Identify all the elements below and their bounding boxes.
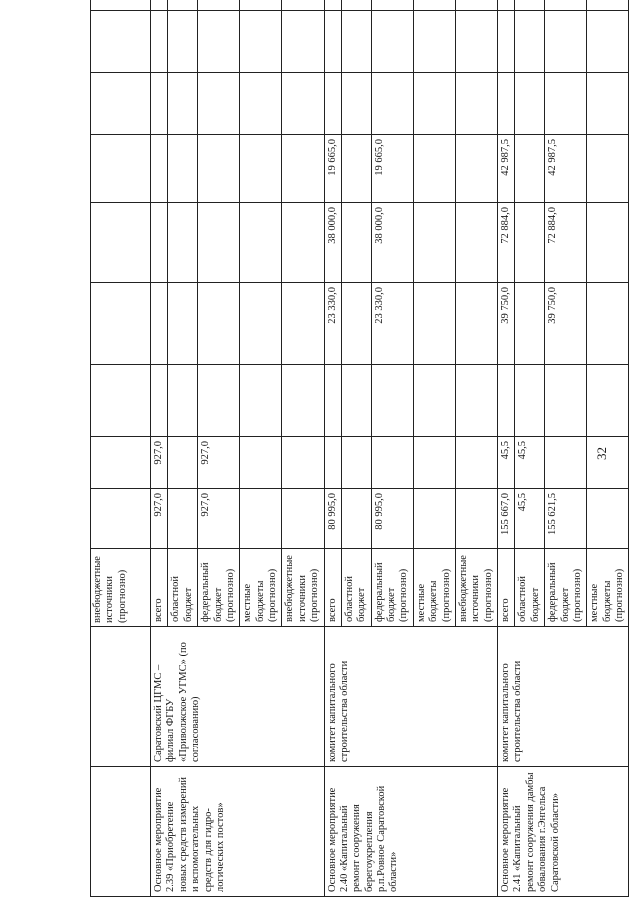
- value-cell: 927,0: [198, 437, 240, 489]
- source-label: внебюджетные источники (прогнозно): [92, 556, 128, 623]
- value-cell: 80 995,0: [324, 489, 341, 549]
- source-label: областной бюджет: [515, 549, 545, 627]
- value-cell: 72 884,0: [545, 203, 587, 283]
- source-label: федеральный бюджет (прогнозно): [545, 549, 587, 627]
- source-label: всего: [324, 549, 341, 627]
- executor: Саратовский ЦГМС – филиал ФГБУ «Приволжское УГМС» (по согласованию): [151, 627, 325, 767]
- measure-name: Основное мероприятие 2.40 «Капитальный ремонт сооружения берегоукрепления р.п.Ровное Саратовской области»: [324, 767, 498, 897]
- source-label: всего: [498, 549, 515, 627]
- value-cell: 23 330,0: [324, 283, 341, 365]
- table-row: [91, 0, 151, 897]
- value-cell: 80 995,0: [371, 489, 413, 549]
- value-cell: 38 000,0: [371, 203, 413, 283]
- value-cell: 23 330,0: [371, 283, 413, 365]
- table-row: [498, 0, 515, 897]
- source-label: местные бюджеты (прогнозно): [587, 549, 629, 627]
- executor: комитет капитального строительства области: [498, 627, 629, 767]
- value-cell: 42 987,5: [545, 135, 587, 203]
- table-row: [151, 0, 168, 897]
- value-cell: 45,5: [515, 437, 545, 489]
- value-cell: 19 665,0: [371, 135, 413, 203]
- source-label: областной бюджет: [168, 549, 198, 627]
- funding-table: [90, 0, 629, 897]
- value-cell: 38 000,0: [324, 203, 341, 283]
- value-cell: 39 750,0: [545, 283, 587, 365]
- value-cell: 45,5: [498, 437, 515, 489]
- source-label: внебюджетные источники (прогнозно): [282, 549, 324, 627]
- value-cell: 19 665,0: [324, 135, 341, 203]
- source-label: всего: [151, 549, 168, 627]
- value-cell: 927,0: [151, 437, 168, 489]
- source-label: областной бюджет: [341, 549, 371, 627]
- source-label: федеральный бюджет (прогнозно): [371, 549, 413, 627]
- executor: комитет капитального строительства области: [324, 627, 498, 767]
- value-cell: 927,0: [151, 489, 168, 549]
- measure-name: Основное мероприятие 2.39 «Приобретение новых средств измерений и вспомогательных средств для гидро-логических постов»: [151, 767, 325, 897]
- value-cell: 72 884,0: [498, 203, 515, 283]
- value-cell: 42 987,5: [498, 135, 515, 203]
- source-label: местные бюджеты (прогнозно): [240, 549, 282, 627]
- source-label: внебюджетные источники (прогнозно): [455, 549, 497, 627]
- page-number: 32: [594, 447, 609, 460]
- value-cell: 39 750,0: [498, 283, 515, 365]
- table-row: [324, 0, 341, 897]
- value-cell: 45,5: [515, 489, 545, 549]
- measure-name: Основное мероприятие 2.41 «Капитальный ремонт сооружения дамбы обвалования г.Энгельса Саратовской области»: [498, 767, 629, 897]
- source-label: местные бюджеты (прогнозно): [413, 549, 455, 627]
- value-cell: 155 667,0: [498, 489, 515, 549]
- source-label: федеральный бюджет (прогнозно): [198, 549, 240, 627]
- value-cell: 927,0: [198, 489, 240, 549]
- value-cell: 155 621,5: [545, 489, 587, 549]
